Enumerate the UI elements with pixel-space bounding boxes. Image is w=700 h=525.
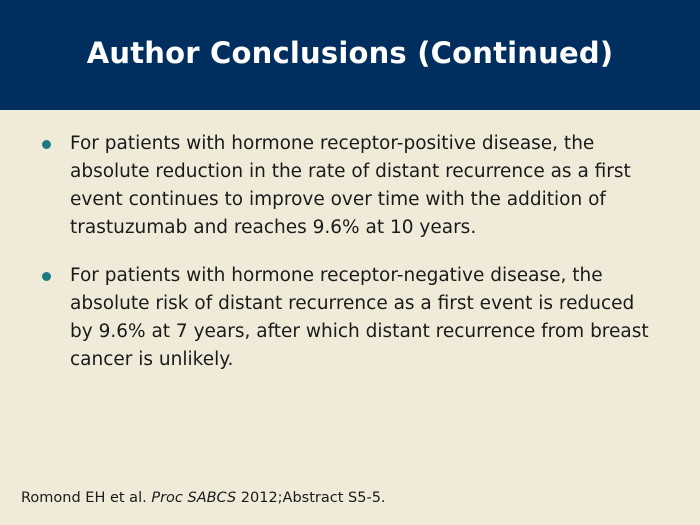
- citation: [21, 490, 386, 506]
- citation-authors: Romond EH et al.: [21, 490, 147, 506]
- bullet-item: [0, 130, 700, 242]
- bullet-icon: [42, 272, 51, 281]
- slide-title: Author Conclusions (Continued): [86, 36, 614, 70]
- bullet-icon: [42, 140, 51, 149]
- bullet-item: [0, 262, 700, 374]
- bullet-text: For patients with hormone receptor-positive disease, the absolute reduction in the rate of distant recurrence as a first event continues to improve over time with the addition of trastuzumab and reaches 9.6% at 10 years.: [70, 133, 631, 238]
- bullet-list: [0, 130, 700, 394]
- citation-details: 2012;Abstract S5-5.: [240, 490, 386, 506]
- citation-journal: Proc SABCS: [151, 490, 237, 506]
- bullet-text: For patients with hormone receptor-negative disease, the absolute risk of distant recurrence as a first event is reduced by 9.6% at 7 years, after which distant recurrence from breast cancer is unlikely.: [70, 265, 649, 370]
- title-bar: [0, 0, 700, 110]
